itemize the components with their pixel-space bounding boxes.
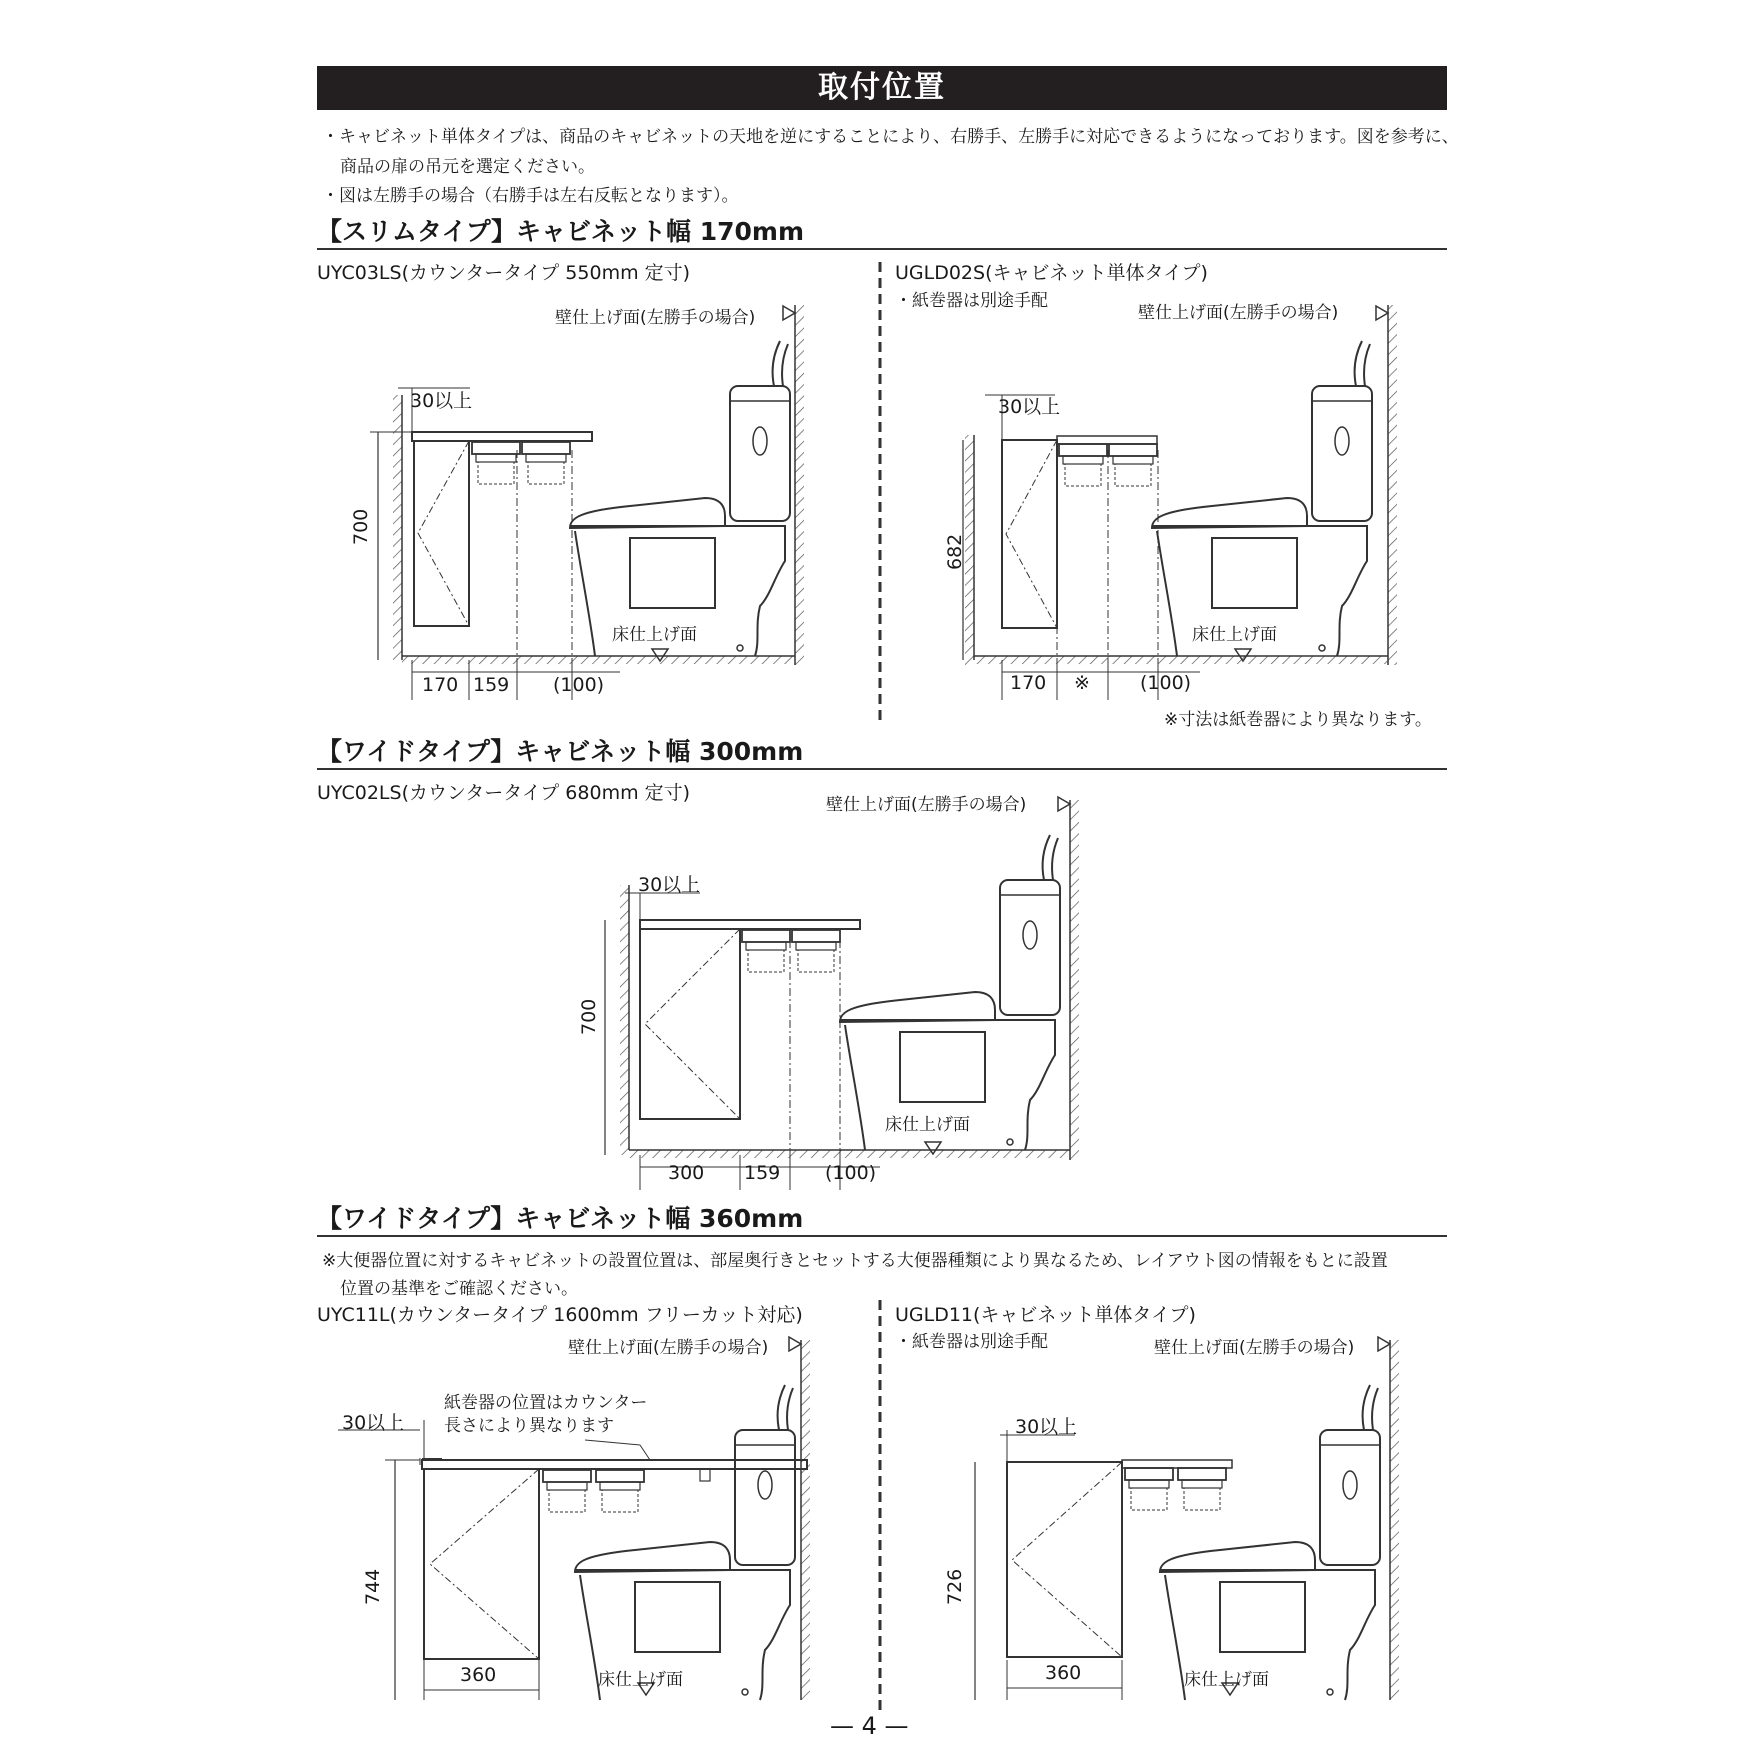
wall-finish-label: 壁仕上げ面(左勝手の場合)	[826, 795, 1027, 815]
section-heading-wide-300: 【ワイドタイプ】キャビネット幅 300mm	[317, 737, 804, 766]
width-dimension-offset: (100)	[825, 1162, 877, 1184]
model-label-uyc02ls: UYC02LS(カウンタータイプ 680mm 定寸)	[317, 782, 691, 804]
page-number: — 4 —	[830, 1712, 909, 1740]
width-dimension-offset: (100)	[1140, 672, 1192, 694]
wall-finish-label: 壁仕上げ面(左勝手の場合)	[1154, 1338, 1355, 1358]
diagram-ugld02s	[963, 305, 1397, 700]
model-label-ugld11: UGLD11(キャビネット単体タイプ)	[895, 1304, 1196, 1326]
width-dimension-cabinet: 360	[460, 1664, 497, 1686]
section-heading-wide-360: 【ワイドタイプ】キャビネット幅 360mm	[317, 1204, 804, 1233]
width-dimension-cabinet: 170	[422, 674, 459, 696]
section-note-line-2: 位置の基準をご確認ください。	[340, 1279, 578, 1299]
clearance-label: 30以上	[1015, 1416, 1078, 1438]
diagram-ugld11	[975, 1337, 1399, 1700]
width-dimension-gap: 159	[473, 674, 510, 696]
floor-finish-label: 床仕上げ面	[885, 1115, 970, 1135]
sub-note: ・紙巻器は別途手配	[895, 1332, 1048, 1352]
callout-line-2: 長さにより異なります	[444, 1416, 614, 1436]
height-dimension: 726	[944, 1568, 966, 1605]
width-dimension-offset: (100)	[553, 674, 605, 696]
wall-finish-label: 壁仕上げ面(左勝手の場合)	[1138, 303, 1339, 323]
sub-note: ・紙巻器は別途手配	[895, 291, 1048, 311]
callout-line-1: 紙巻器の位置はカウンター	[444, 1393, 648, 1413]
clearance-label: 30以上	[638, 874, 701, 896]
section-heading-slim: 【スリムタイプ】キャビネット幅 170mm	[317, 217, 804, 246]
wall-finish-label: 壁仕上げ面(左勝手の場合)	[555, 308, 756, 328]
note-line-3: ・図は左勝手の場合（右勝手は左右反転となります）。	[322, 186, 739, 206]
clearance-label: 30以上	[410, 390, 473, 412]
model-label-ugld02s: UGLD02S(キャビネット単体タイプ)	[895, 262, 1208, 284]
footnote: ※寸法は紙巻器により異なります。	[1164, 710, 1432, 730]
height-dimension: 682	[944, 533, 966, 570]
floor-finish-label: 床仕上げ面	[1184, 1670, 1269, 1690]
model-label-uyc03ls: UYC03LS(カウンタータイプ 550mm 定寸)	[317, 262, 691, 284]
floor-finish-label: 床仕上げ面	[598, 1670, 683, 1690]
height-dimension: 700	[578, 998, 600, 1035]
width-dimension-gap: ※	[1074, 672, 1090, 694]
height-dimension: 700	[350, 508, 372, 545]
wall-finish-label: 壁仕上げ面(左勝手の場合)	[568, 1338, 769, 1358]
height-dimension: 744	[362, 1568, 384, 1605]
page-title: 取付位置	[317, 66, 1447, 110]
section-note-line-1: ※大便器位置に対するキャビネットの設置位置は、部屋奥行きとセットする大便器種類により異なるため、レイアウト図の情報をもとに設置	[322, 1251, 1388, 1271]
note-line-2: 商品の扉の吊元を選定ください。	[340, 157, 595, 177]
diagram-uyc03ls	[370, 305, 804, 700]
width-dimension-gap: 159	[744, 1162, 781, 1184]
width-dimension-cabinet: 360	[1045, 1662, 1082, 1684]
width-dimension-cabinet: 300	[668, 1162, 705, 1184]
floor-finish-label: 床仕上げ面	[612, 625, 697, 645]
clearance-label: 30以上	[998, 396, 1061, 418]
model-label-uyc11l: UYC11L(カウンタータイプ 1600mm フリーカット対応)	[317, 1304, 803, 1326]
width-dimension-cabinet: 170	[1010, 672, 1047, 694]
note-line-1: ・キャビネット単体タイプは、商品のキャビネットの天地を逆にすることにより、右勝手、左勝手に対応できるようになっております。図を参考に、	[322, 127, 1459, 147]
floor-finish-label: 床仕上げ面	[1192, 625, 1277, 645]
clearance-label: 30以上	[342, 1412, 405, 1434]
diagram-uyc02ls	[605, 797, 1079, 1190]
